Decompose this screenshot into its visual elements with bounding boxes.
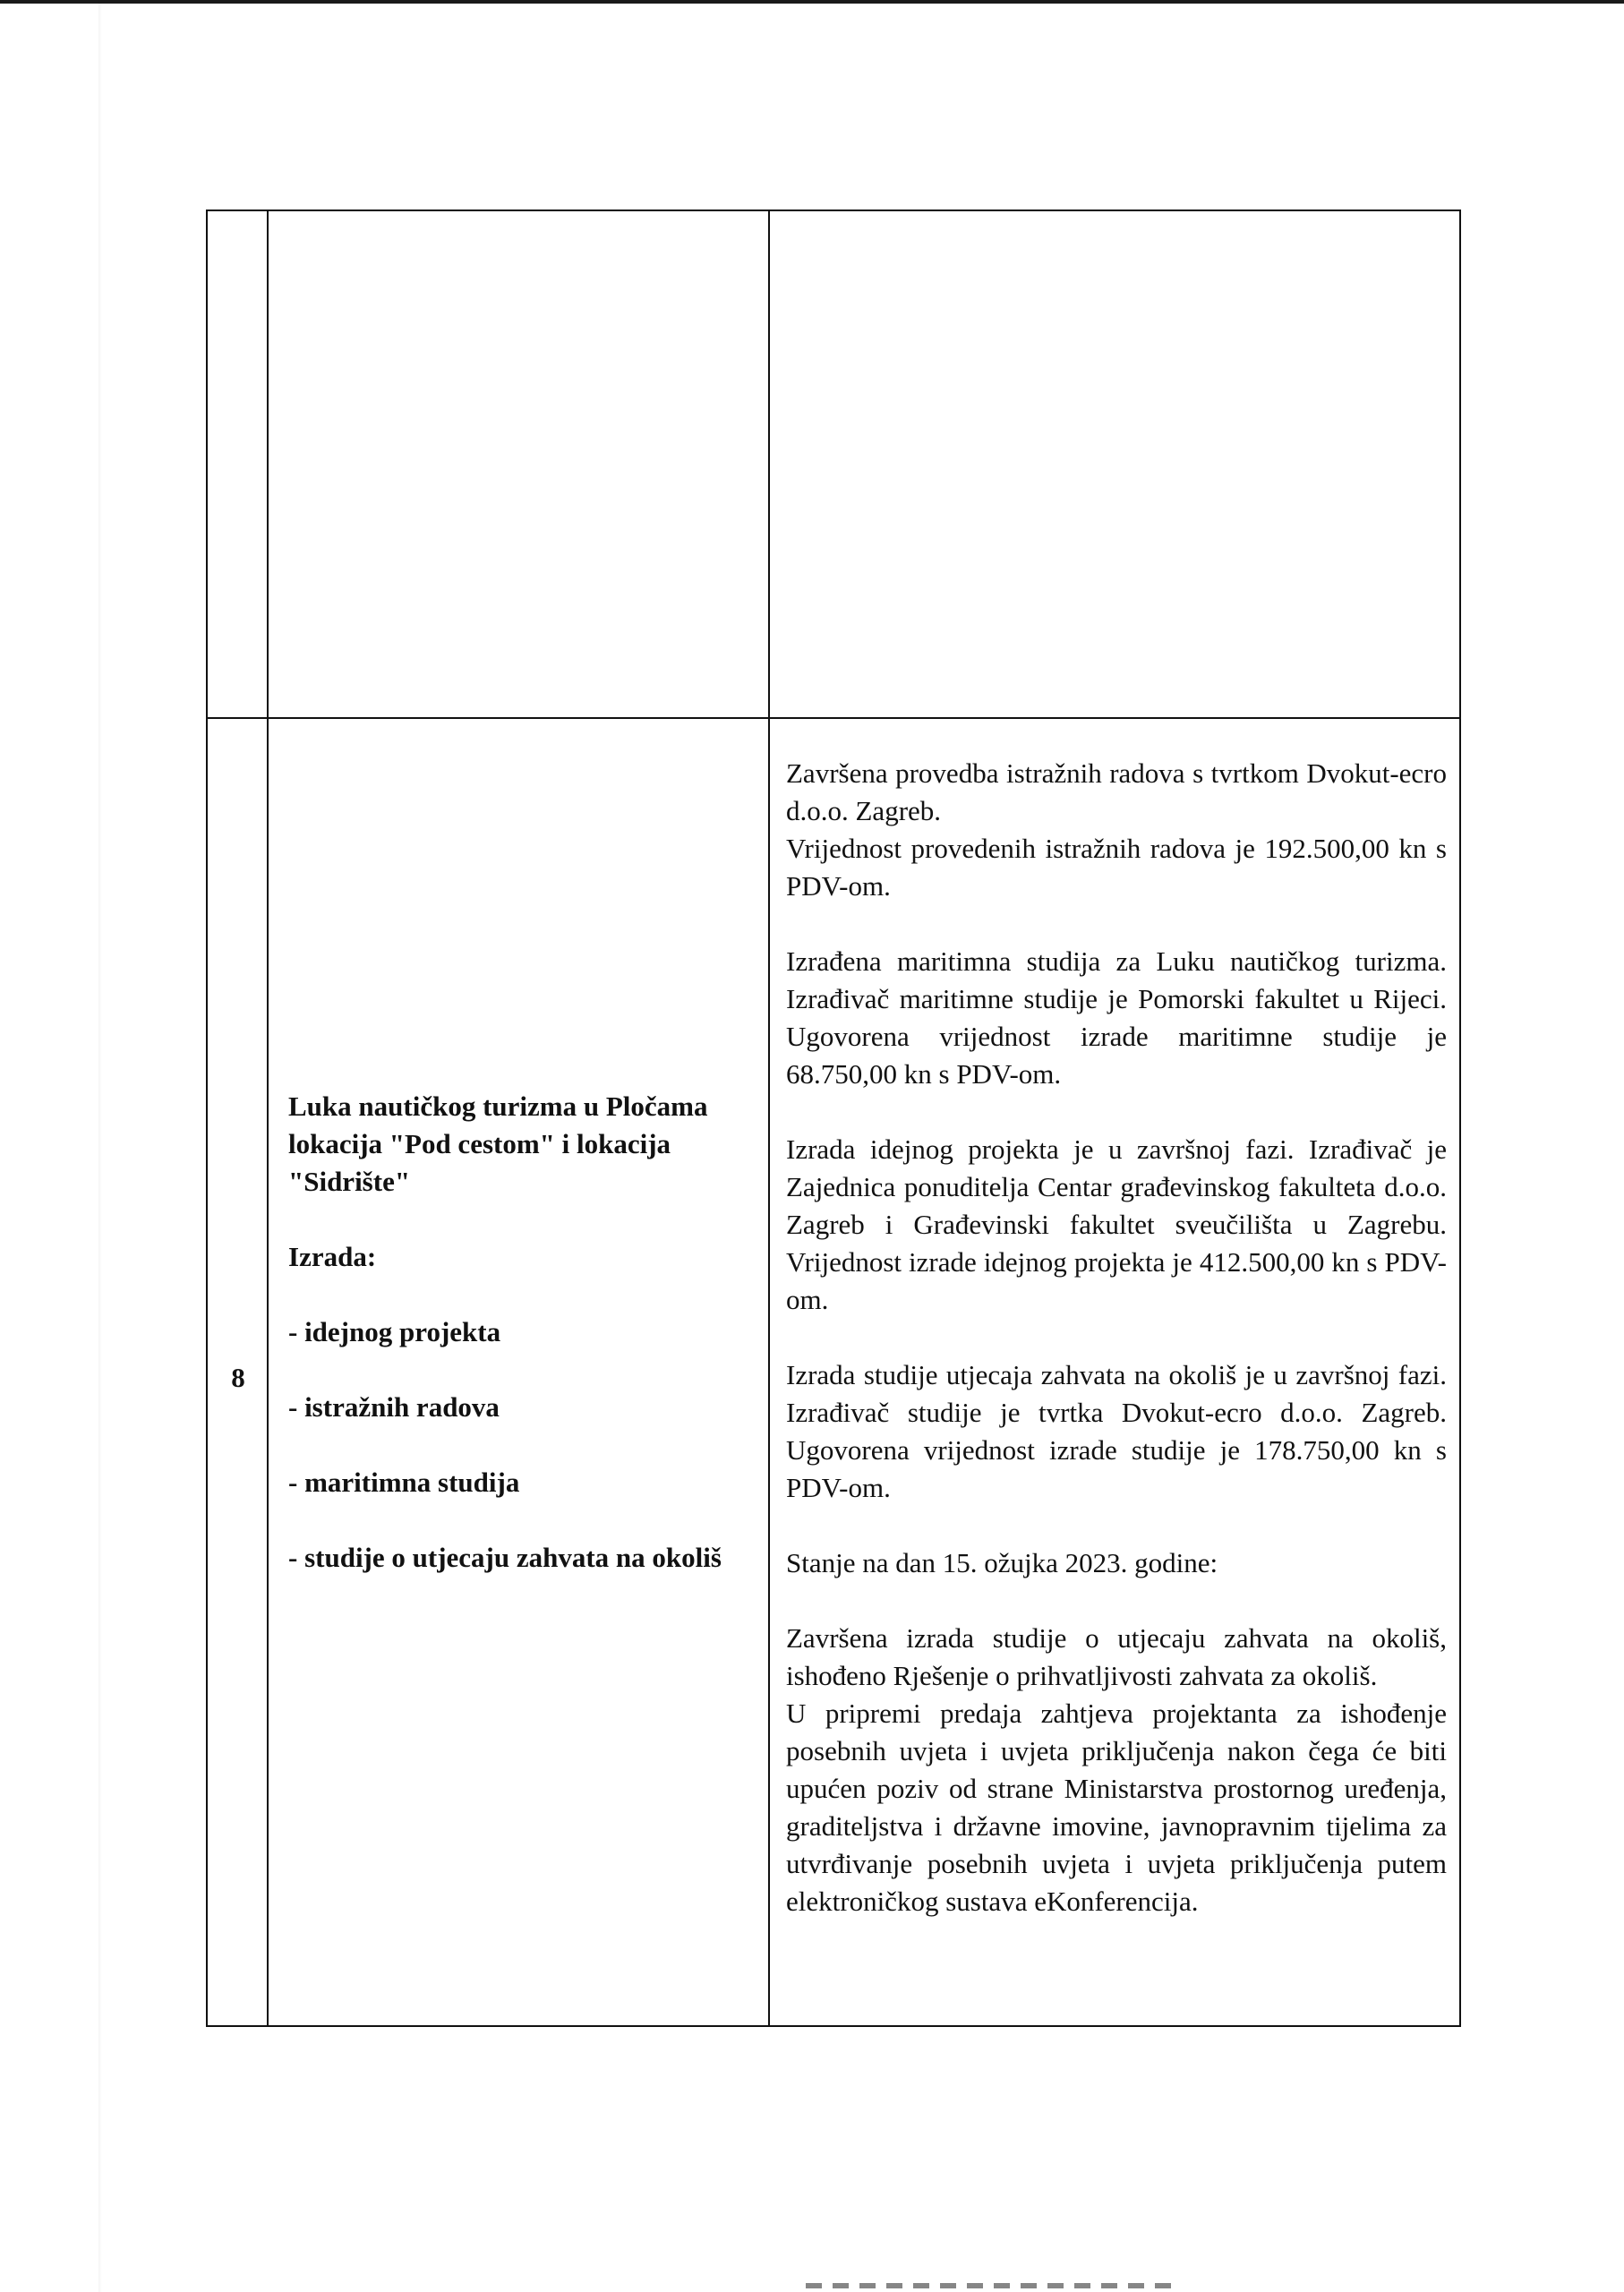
paragraph-u-pripremi: U pripremi predaja zahtjeva projektanta za ishođenje posebnih uvjeta i uvjeta priključenja nakon čega će biti upućen poziv od strane Ministarstva prostornog uređenja, graditeljstva i državne imovine, javnopravnim tijelima za utvrđivanje posebnih uvjeta i uvjeta priključenja putem elektroničkog sustava eKonferencija. (786, 1698, 1447, 1917)
work-label: Izrada: (288, 1241, 377, 1272)
paragraph-rjesenje-okolis: Završena izrada studije o utjecaju zahvata na okoliš, ishođeno Rješenje o prihvatljivosti zahvata za okoliš. (786, 1622, 1447, 1691)
project-title: Luka nautičkog turizma u Pločama lokacija "Pod cestom" i lokacija "Sidrište" (288, 1090, 708, 1197)
number-cell (208, 719, 269, 2027)
description-cell-empty (770, 211, 1459, 717)
paragraph-vrijednost-istraznih: Vrijednost provedenih istražnih radova je 192.500,00 kn s PDV-om. (786, 833, 1447, 902)
paragraph-istrazni-radovi: Završena provedba istražnih radova s tvrtkom Dvokut-ecro d.o.o. Zagreb. (786, 757, 1447, 826)
paragraph-maritimna-studija: Izrađena maritimna studija za Luku nautičkog turizma. Izrađivač maritimne studije je Pomorski fakultet u Rijeci. Ugovorena vrijednost izrade maritimne studije je 68.750,00 kn s PDV-om. (786, 945, 1447, 1090)
scan-bottom-mark (806, 2283, 1182, 2288)
project-title-block (288, 1088, 754, 1577)
scan-left-shadow (98, 0, 102, 2292)
paragraph-stanje-datum: Stanje na dan 15. ožujka 2023. godine: (786, 1547, 1218, 1578)
work-item-istrazni-radovi: - istražnih radova (288, 1391, 500, 1423)
paragraph-idejni-projekt: Izrada idejnog projekta je u završnoj fazi. Izrađivač je Zajednica ponuditelja Centar građevinskog fakulteta d.o.o. Zagreb i Građevinski fakultet sveučilišta u Zagrebu. Vrijednost izrade idejnog projekta je 412.500,00 kn s PDV-om. (786, 1133, 1447, 1315)
work-item-idejni-projekt: - idejnog projekta (288, 1316, 501, 1347)
description-block (786, 755, 1447, 1920)
title-cell-empty (269, 211, 770, 717)
work-item-maritimna-studija: - maritimna studija (288, 1467, 520, 1498)
number-cell-empty (208, 211, 269, 717)
work-item-studija-okolis: - studije o utjecaju zahvata na okoliš (288, 1542, 722, 1573)
scan-top-edge (0, 0, 1624, 4)
description-cell (770, 719, 1459, 2027)
title-cell (269, 719, 770, 2027)
document-table (206, 210, 1461, 2027)
paragraph-studija-okolis: Izrada studije utjecaja zahvata na okoliš je u završnoj fazi. Izrađivač studije je tvrtka Dvokut-ecro d.o.o. Zagreb. Ugovorena vrijednost izrade studije je 178.750,00 kn s PDV-om. (786, 1359, 1447, 1503)
table-row-previous-continuation (208, 211, 1459, 719)
table-row (208, 719, 1459, 2027)
row-number: 8 (231, 1362, 245, 1393)
